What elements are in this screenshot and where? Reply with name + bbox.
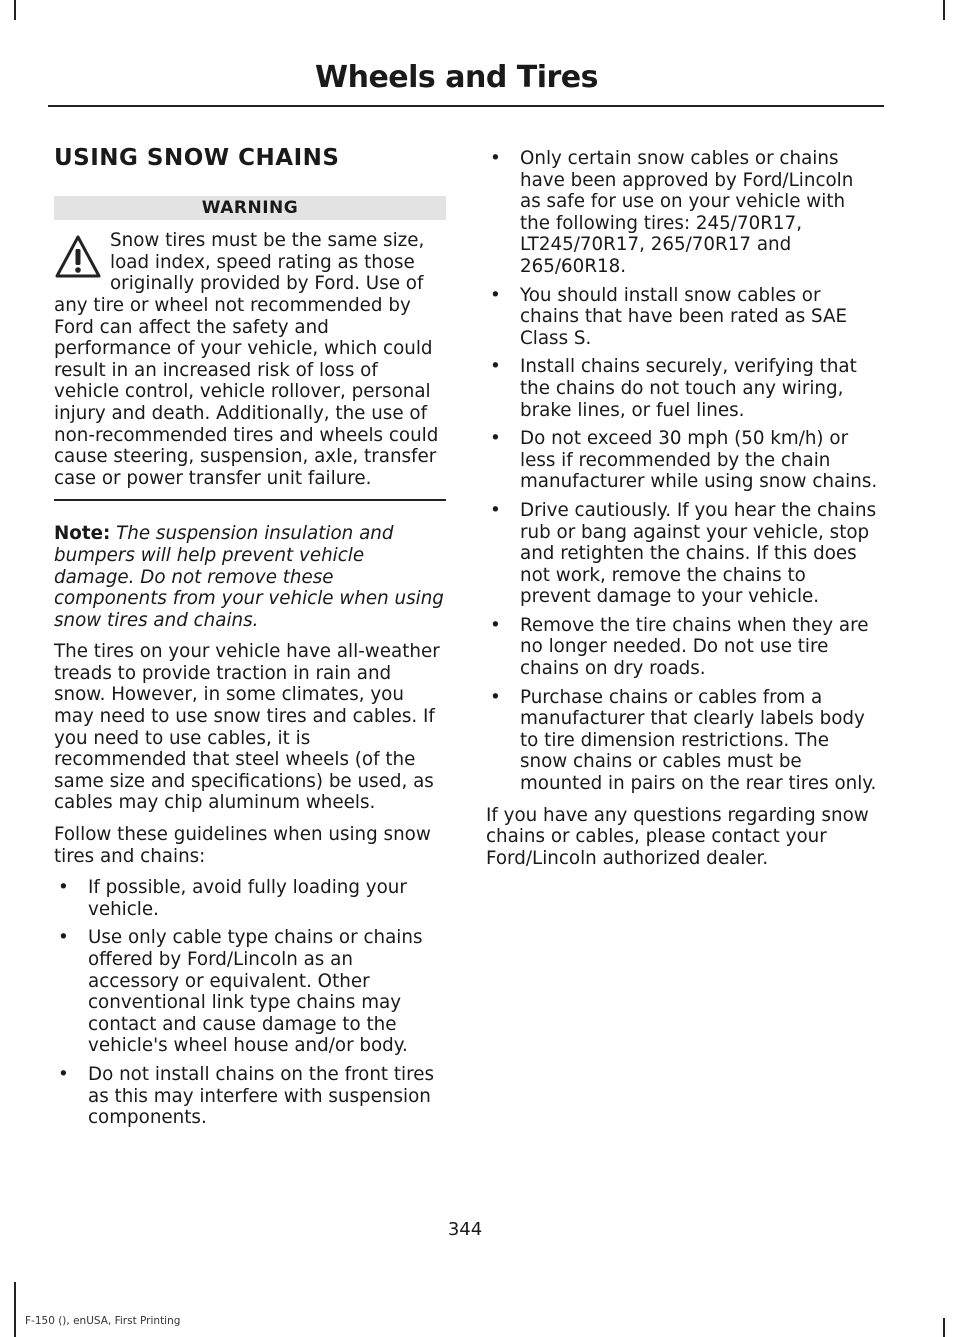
crop-mark-bottom-left (14, 1282, 16, 1337)
bullet: • (490, 686, 501, 708)
note-text: The suspension insulation and bumpers will help prevent vehicle damage. Do not remove these components from your vehicle when using snow tires and chains. (54, 523, 444, 631)
note-label: Note: (54, 523, 111, 545)
crop-mark-bottom-right (943, 1318, 945, 1337)
warning-text: Snow tires must be the same size, load index, speed rating as those originally provided by Ford. Use of any tire or wheel not recommended by Ford can affect the safety and performance of your vehicle, which could result in an increased risk of loss of vehicle control, vehicle rollover, personal injury and death. Additionally, the use of non-recommended tires and wheels could cause steering, suspension, axle, transfer case or power transfer unit failure. (54, 230, 446, 501)
warning-label: WARNING (54, 196, 446, 221)
list-item-text: If possible, avoid fully loading your vehicle. (88, 877, 407, 920)
bullet: • (490, 356, 501, 378)
list-item (486, 500, 878, 608)
list-item-text: Only certain snow cables or chains have been approved by Ford/Lincoln as safe for use on your vehicle with the following tires: 245/70R17, LT245/70R17, 265/70R17 and 265/60R18. (520, 148, 854, 277)
list-item (486, 285, 878, 350)
list-item (54, 877, 446, 920)
list-item-text: You should install snow cables or chains that have been rated as SAE Class S. (520, 284, 848, 349)
list-item-text: Use only cable type chains or chains offered by Ford/Lincoln as an accessory or equivalent. Other conventional link type chains may contact and cause damage to the vehicle's wheel house and/or body. (88, 927, 423, 1057)
list-item (486, 428, 878, 493)
left-column (54, 145, 446, 1139)
list-item-text: Purchase chains or cables from a manufacturer that clearly labels body to tire dimension restrictions. The snow chains or cables must be mounted in pairs on the rear tires only. (520, 686, 877, 795)
warning-body (54, 230, 446, 501)
list-item (486, 615, 878, 680)
paragraph-traction: The tires on your vehicle have all-weather treads to provide traction in rain and snow. However, in some climates, you may need to use snow tires and cables. If you need to use cables, it is recommended that steel wheels (of the same size and specifications) be used, as cables may chip aluminum wheels. (54, 641, 440, 814)
right-column (486, 148, 878, 879)
list-item (54, 927, 446, 1057)
list-item (486, 687, 878, 795)
list-item-text: Install chains securely, verifying that the chains do not touch any wiring, brake lines, or fuel lines. (520, 356, 857, 421)
crop-mark-top-right (943, 0, 945, 20)
header-rule (48, 105, 884, 107)
list-item-text: Do not exceed 30 mph (50 km/h) or less if recommended by the chain manufacturer while using snow chains. (520, 428, 878, 493)
list-item (486, 148, 878, 278)
page-number: 344 (447, 1219, 483, 1240)
closing-paragraph: If you have any questions regarding snow chains or cables, please contact your Ford/Lincoln authorized dealer. (486, 804, 869, 869)
section-title: USING SNOW CHAINS (54, 145, 340, 171)
bullet: • (490, 148, 501, 169)
list-item (486, 356, 878, 421)
bullet: • (58, 877, 69, 899)
list-item-text: Do not install chains on the front tires as this may interfere with suspension components. (88, 1063, 435, 1129)
chapter-title: Wheels and Tires (315, 60, 598, 95)
bullet: • (490, 499, 501, 521)
bullet: • (490, 284, 501, 306)
warning-box (54, 196, 446, 502)
note (54, 523, 446, 631)
printing-info: F-150 (), enUSA, First Printing (25, 1315, 181, 1327)
crop-mark-top-left (14, 0, 16, 20)
bullet: • (58, 927, 69, 949)
guidelines-list-left (54, 877, 446, 1129)
guidelines-list-right (486, 148, 878, 795)
bullet: • (490, 614, 501, 636)
list-item (54, 1064, 446, 1129)
bullet: • (58, 1063, 69, 1085)
list-item-text: Remove the tire chains when they are no longer needed. Do not use tire chains on dry roads. (520, 614, 869, 680)
warning-triangle-icon (54, 234, 102, 280)
paragraph-guidelines-intro: Follow these guidelines when using snow tires and chains: (54, 824, 431, 867)
list-item-text: Drive cautiously. If you hear the chains rub or bang against your vehicle, stop and retighten the chains. If this does not work, remove the chains to prevent damage to your vehicle. (520, 499, 877, 608)
bullet: • (490, 428, 501, 450)
